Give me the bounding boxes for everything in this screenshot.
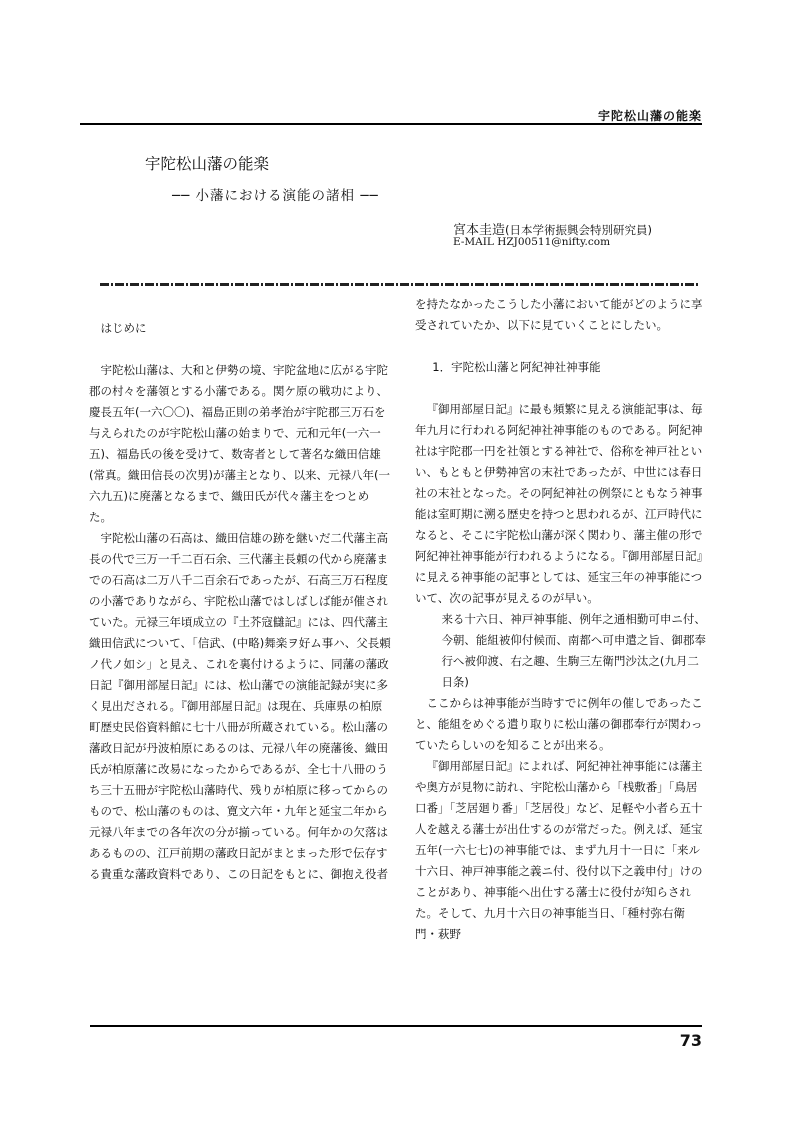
block-quote: 来る十六日、神戸神事能、例年之通相勤可申ニ付、今朝、能組被仰付候而、南都へ可申遣之旨、御郡奉行へ被仰渡、右之趣、生駒三左衛門沙汰之(九月二日条) xyxy=(441,612,706,689)
top-rule xyxy=(80,123,702,125)
section-heading-1: 1．宇陀松山藩と阿紀神社神事能 xyxy=(432,360,601,374)
page-number: 73 xyxy=(679,1031,702,1050)
paragraph: 宇陀松山藩は、大和と伊勢の境、宇陀盆地に広がる宇陀郡の村々を藩領とする小藩である。関ケ原の戦功により、慶長五年(一六〇〇)、福島正則の弟孝治が宇陀郡三万石を与えられたのが宇陀松山藩の始まりで、元和元年(一六一五)、福島氏の後を受けて、数寄者として著名な織田信雄(常真。織田信長の次男)が藩主となり、以来、元禄八年(一六九五)に廃藩となるまで、織田氏が代々藩主をつとめた。 xyxy=(89,363,390,524)
paragraph: 宇陀松山藩の石高は、織田信雄の跡を継いだ二代藩主高長の代で三万一千二百石余、三代藩主長頼の代から廃藩までの石高は二万八千二百余石であったが、石高三万石程度の小藩でありながら、宇陀松山藩ではしばしば能が催されていた。元禄三年頃成立の『土芥寇讎記』には、四代藩主織田信武について、「信武、(中略)舞楽ヲ好ム事ハ、父長頼ノ代ノ如シ」と見え、これを裏付けるように、同藩の藩政日記『御用部屋日記』には、松山藩での演能記録が実に多く見出だされる。『御用部屋日記』は現在、兵庫県の柏原町歴史民俗資料館に七十八冊が所蔵されている。松山藩の藩政日記が丹波柏原にあるのは、元禄八年の廃藩後、織田氏が柏原藩に改易になったからであるが、全七十八冊のうち三十五冊が宇陀松山藩時代、残りが柏原に移ってからのもので、松山藩のものは、寛文六年・九年と延宝二年から元禄八年までの各年次の分が揃っている。何年かの欠落はあるものの、江戸前期の藩政日記がまとまった形で伝存する貴重な藩政資料であり、この日記をもとに、御抱え役者 xyxy=(89,531,391,881)
section-heading-intro: はじめに xyxy=(100,321,147,335)
author-email: E-MAIL HZJ00511@nifty.com xyxy=(453,236,611,248)
author-affiliation: (日本学術振興会特別研究員) xyxy=(505,223,652,237)
paragraph: 『御用部屋日記』に最も頻繁に見える演能記事は、毎年九月に行われる阿紀神社神事能のものである。阿紀神社は宇陀郡一円を社領とする神社で、俗称を神戸社といい、もともと伊勢神宮の末社であったが、中世には春日社の末社となった。その阿紀神社の例祭にともなう神事能は室町期に溯る歴史を持つと思われるが、江戸時代になると、そこに宇陀松山藩が深く関わり、藩主催の形で阿紀神社神事能が行われるようになる。『御用部屋日記』に見える神事能の記事としては、延宝三年の神事能について、次の記事が見えるのが早い。 xyxy=(415,402,703,605)
page-subtitle: ── 小藩における演能の諸相 ── xyxy=(172,188,379,204)
page-title: 宇陀松山藩の能楽 xyxy=(145,155,270,173)
dashed-divider xyxy=(100,283,700,286)
right-column xyxy=(415,294,708,945)
author-name: 宮本圭造 xyxy=(453,223,506,238)
running-head: 宇陀松山藩の能楽 xyxy=(597,109,702,123)
bottom-rule xyxy=(90,1025,702,1027)
left-column xyxy=(89,318,392,885)
paragraph: 『御用部屋日記』によれば、阿紀神社神事能には藩主や奥方が見物に訪れ、宇陀松山藩から「桟敷番」「鳥居口番」「芝居廻り番」「芝居役」など、足軽や小者ら五十人を越える藩士が出仕するのが常だった。例えば、延宝五年(一六七七)の神事能では、まず九月十一日に「来ル十六日、神戸神事能之義ニ付、役付以下之義申付」けのことがあり、神事能へ出仕する藩士に役付が知らされた。そして、九月十六日の神事能当日、「種村弥右衛門・萩野 xyxy=(415,759,703,941)
paragraph-continuation: を持たなかったこうした小藩において能がどのように享受されていたか、以下に見ていくことにしたい。 xyxy=(415,297,703,332)
paragraph: ここからは神事能が当時すでに例年の催しであったこと、能組をめぐる遣り取りに松山藩の御郡奉行が関わっていたらしいのを知ることが出来る。 xyxy=(415,696,703,752)
